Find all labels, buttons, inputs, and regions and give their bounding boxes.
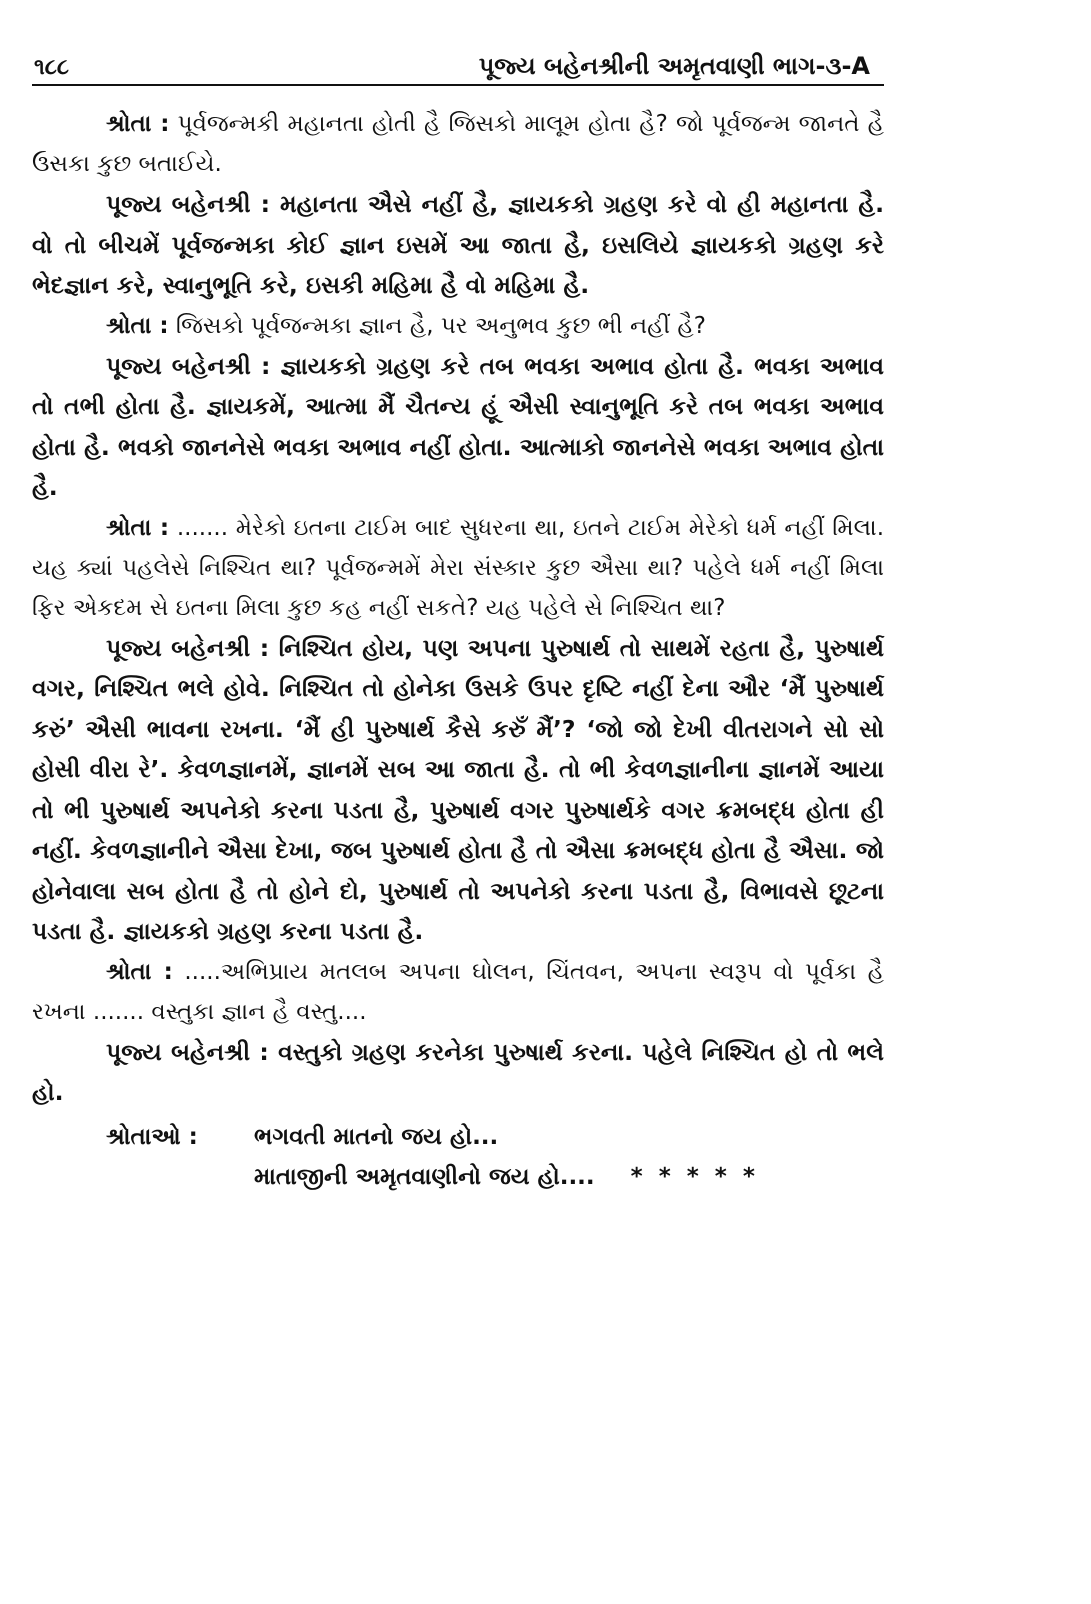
answer-text: નિશ્ચિત હોય, પણ અપના પુરુષાર્થ તો સાથમેં રહતા હૈ, પુરુષાર્થ વગર, નિશ્ચિત ભલે હોવે. નિશ્ચિત તો હોનેકા ઉસકે ઉપર દૃષ્ટિ નહીં દેના ઔર ‘મૈં પુરુષાર્થ કરું’ ઐસી ભાવના રખના. ‘મૈં હી પુરુષાર્થ કૈસે કરુઁ મૈં’? ‘જો જો દેખી વીતરાગને સો સો હોસી વીરા રે’. કેવળજ્ઞાનમેં, જ્ઞાનમેં સબ આ જાતા હૈ. તો ભી કેવળજ્ઞાનીના જ્ઞાનમેં આયા તો ભી પુરુષાર્થ અપનેકો કરના પડતા હૈ, પુરુષાર્થ વગર પુરુષાર્થકે વગર ક્રમબદ્ધ હોતા હી નહીં. કેવળજ્ઞાનીને ઐસા દેખા, જબ પુરુષાર્થ હોતા હૈ તો ઐસા ક્રમબદ્ધ હોતા હૈ ઐસા. જો હોનેવાલા સબ હોતા હૈ તો હોને દો, પુરુષાર્થ તો અપનેકો કરના પડતા હૈ, વિભાવસે છૂટના પડતા હૈ. જ્ઞાયકકો ગ્રહણ કરના પડતા હૈ. — [32, 633, 885, 945]
answer-text: મહાનતા ઐસે નહીં હૈ, જ્ઞાયકકો ગ્રહણ કરે વો હી મહાનતા હૈ. વો તો બીચમેં પૂર્વજન્મકા કોઈ જ્ઞાન ઇસમેં આ જાતા હૈ, ઇસલિયે જ્ઞાયકકો ગ્રહણ કરે ભેદજ્ઞાન કરે, સ્વાનુભૂતિ કરે, ઇસકી મહિમા હૈ વો મહિમા હૈ. — [32, 190, 884, 299]
page-number: ૧૮૮ — [34, 55, 69, 80]
question-text: ....... મેરેકો ઇતના ટાઈમ બાદ સુધરના થા, ઇતને ટાઈમ મેરેકો ધર્મ નહીં મિલા. યહ ક્યાં પહલેસે નિશ્ચિત થા? પૂર્વજન્મમેં મેરા સંસ્કાર કુછ ઐસા થા? પહેલે ધર્મ નહીં મિલા ફિર એકદમ સે ઇતના મિલા કુછ કહ નહીં સકતે? યહ પહેલે સે નિશ્ચિત થા? — [32, 514, 885, 621]
page-header — [32, 40, 884, 86]
book-page — [32, 40, 884, 1197]
page-content — [32, 104, 884, 1197]
closing-line-2-text: માતાજીની અમૃતવાણીનો જય હો.... — [254, 1163, 595, 1190]
answer-text: વસ્તુકો ગ્રહણ કરનેકા પુરુષાર્થ કરના. પહેલે નિશ્ચિત હો તો ભલે હો. — [32, 1037, 884, 1106]
question-text: જિસકો પૂર્વજન્મકા જ્ઞાન હૈ, પર અનુભવ કુછ ભી નહીં હૈ? — [175, 312, 706, 339]
closing-line-2 — [254, 1157, 884, 1197]
listener-question — [32, 104, 884, 184]
speaker-label: પૂજ્ય બહેનશ્રી : — [106, 190, 271, 218]
speaker-label: પૂજ્ય બહેનશ્રી : — [106, 633, 270, 662]
question-text: પૂર્વજન્મકી મહાનતા હોતી હૈ જિસકો માલૂમ હોતા હૈ? જો પૂર્વજન્મ જાનતે હૈ ઉસકા કુછ બતાઈયે. — [32, 111, 884, 177]
bahenshri-answer — [32, 346, 884, 508]
speaker-label: શ્રોતા : — [106, 958, 173, 985]
speaker-label: પૂજ્ય બહેનશ્રી : — [106, 1037, 269, 1066]
speaker-label: શ્રોતા : — [106, 111, 170, 137]
answer-text: જ્ઞાયકકો ગ્રહણ કરે તબ ભવકા અભાવ હોતા હૈ. ભવકા અભાવ તો તભી હોતા હૈ. જ્ઞાયકમેં, આત્મા મૈં ચૈતન્ય હૂં ઐસી સ્વાનુભૂતિ કરે તબ ભવકા અભાવ હોતા હૈ. ભવકો જાનનેસે ભવકા અભાવ નહીં હોતા. આત્માકો જાનનેસે ભવકા અભાવ હોતા હૈ. — [32, 351, 885, 501]
listener-question — [32, 952, 884, 1032]
closing-salutation — [32, 1117, 884, 1197]
speaker-label: શ્રોતા : — [106, 514, 170, 541]
listener-question — [32, 508, 884, 628]
speaker-label: શ્રોતા : — [106, 312, 169, 339]
book-title: પૂજ્ય બહેનશ્રીની અમૃતવાણી ભાગ-૩-A — [478, 52, 870, 80]
bahenshri-answer — [32, 184, 884, 306]
listener-question — [32, 306, 884, 346]
bahenshri-answer — [32, 1032, 884, 1113]
closing-line-1: ભગવતી માતનો જય હો... — [254, 1123, 499, 1150]
closing-speaker-label: શ્રોતાઓ : — [106, 1123, 198, 1150]
end-stars: * * * * * — [630, 1163, 759, 1190]
question-text: .....અભિપ્રાય મતલબ અપના ઘોલન, ચિંતવન, અપના સ્વરૂપ વો પૂર્વકા હૈ રખના ....... વસ્તુકા જ્ઞાન હૈ વસ્તુ.... — [32, 958, 884, 1025]
speaker-label: પૂજ્ય બહેનશ્રી : — [106, 351, 271, 380]
bahenshri-answer — [32, 628, 884, 952]
